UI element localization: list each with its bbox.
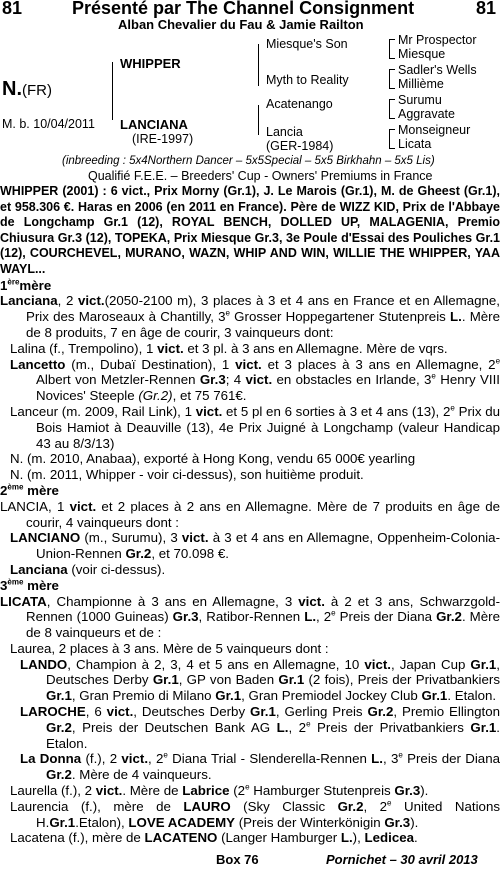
consignor-title: Présenté par The Channel Consignment <box>72 0 415 18</box>
produce-lanciano: LANCIANO (m., Surumu), 3 vict. à 3 et 4 ans en Allemagne, Oppenheim-Colonia-Union-Rennen Gr.2, et 70.098 €. <box>10 530 500 562</box>
ped-ssd: Miesque <box>398 47 446 61</box>
breeder-line: Alban Chevalier du Fau & Jamie Railton <box>118 17 364 32</box>
dam-origin: (IRE-1997) <box>132 132 194 146</box>
produce-lacatena: Lacatena (f.), mère de LACATENO (Langer Hamburger L.), Ledicea. <box>10 830 418 846</box>
lot-number-left: 81 <box>2 0 23 18</box>
produce-lalina: Lalina (f., Trempolino), 1 vict. et 3 pl. à 3 ans en Allemagne. Mère de vqrs. <box>10 340 448 356</box>
produce-2010: N. (m. 2010, Anabaa), exporté à Hong Kong, vendu 65 000€ yearling <box>10 451 416 467</box>
sire-dam: Myth to Reality <box>266 73 349 87</box>
pedigree-line-main <box>112 62 113 120</box>
box-number: Box 76 <box>216 852 259 867</box>
ped-dss: Surumu <box>398 93 442 107</box>
section-second-dam: 2ème mère <box>0 482 59 498</box>
produce-la-donna: La Donna (f.), 2 vict., 2e Diana Trial - Slenderella-Rennen L., 3e Preis der Diana Gr.2. Mère de 4 vainqueurs. <box>20 751 500 783</box>
sire-sire: Miesque's Son <box>266 37 348 51</box>
sire-paragraph: WHIPPER (2001) : 6 vict., Prix Morny (Gr.1), J. Le Marois (Gr.1), M. de Gheest (Gr.1), et 958.306 €. Haras en 2006 (en 2011 en France). Père de WIZZ KID, Prix de l'Abbaye de Longchamp Gr.1 (12), ROYAL BENCH, DOLLED UP, MALAGENIA, Premio Chiusura Gr.3 (12), TOPEKA, Prix Miesque Gr.3, 3e Poule d'Essai des Pouliches Gr.1 (12), COURCHEVEL, MURANO, WAZN, WHIP AND WIN, WILLIE THE WHIPPER, YAA WAYL... <box>0 184 500 276</box>
produce-laurea: Laurea, 2 places à 3 ans. Mère de 5 vainqueurs dont : <box>10 640 329 656</box>
second-dam-record: LANCIA, 1 vict. et 2 places à 2 ans en Allemagne. Mère de 7 produits en âge de courir, 4 vainqueurs dont : <box>0 498 500 530</box>
dam-dam-origin: (GER-1984) <box>266 139 334 153</box>
section-first-dam: 1èremère <box>0 277 52 293</box>
pedigree-line-dam <box>258 105 259 135</box>
horse-origin: (FR) <box>22 82 52 99</box>
ped-dds: Monseigneur <box>398 123 471 137</box>
produce-laroche: LAROCHE, 6 vict., Deutsches Derby Gr.1, Gerling Preis Gr.2, Premio Ellington Gr.2, Preis der Deutschen Bank AG L., 2e Preis der Privatbankiers Gr.1. Etalon. <box>20 704 500 751</box>
bracket-4 <box>389 129 395 149</box>
ped-sdd: Millième <box>398 77 444 91</box>
produce-lancetto: Lancetto (m., Dubaï Destination), 1 vict. et 3 places à 3 ans en Allemagne, 2e Albert von Metzler-Rennen Gr.3; 4 vict. en obstacles en Irlande, 3e Henry VIII Novices' Steeple (Gr.2), et 75 761€. <box>10 356 500 404</box>
dam-dam: Lancia <box>266 125 303 139</box>
ped-sss: Mr Prospector <box>398 33 477 47</box>
ped-sds: Sadler's Wells <box>398 63 477 77</box>
ped-dsd: Aggravate <box>398 107 455 121</box>
lot-number-right: 81 <box>476 0 497 18</box>
qualification-line: Qualifié F.E.E. – Breeders' Cup - Owners' Premiums in France <box>88 169 433 183</box>
bracket-1 <box>389 39 395 59</box>
produce-lando: LANDO, Champion à 2, 3, 4 et 5 ans en Allemagne, 10 vict., Japan Cup Gr.1, Deutsches Derby Gr.1, GP von Baden Gr.1 (2 fois), Preis der Privatbankiers Gr.1, Gran Premio di Milano Gr.1, Gran Premiodel Jockey Club Gr.1. Etalon. <box>20 656 500 704</box>
inbreeding-note: (inbreeding : 5x4Northern Dancer – 5x5Special – 5x5 Birkhahn – 5x5 Lis) <box>62 155 435 167</box>
third-dam-record: LICATA, Championne à 3 ans en Allemagne, 3 vict. à 2 et 3 ans, Schwarzgold-Rennen (1000 Guineas) Gr.3, Ratibor-Rennen L., 2e Preis der Diana Gr.2. Mère de 8 vainqueurs et de : <box>0 593 500 641</box>
bracket-3 <box>389 99 395 119</box>
horse-identity <box>2 78 52 101</box>
produce-lanciana: Lanciana (voir ci-dessus). <box>10 561 166 577</box>
sale-place-date: Pornichet – 30 avril 2013 <box>326 852 478 867</box>
produce-laurencia: Laurencia (f.), mère de LAURO (Sky Classic Gr.2, 2e United Nations H.Gr.1.Etalon), LOVE ACADEMY (Preis der Winterkönigin Gr.3). <box>10 798 500 830</box>
produce-lanceur: Lanceur (m. 2009, Rail Link), 1 vict. et 5 pl en 6 sorties à 3 et 4 ans (13), 2e Prix du Bois Hamiot à Deauville (13), 4e Prix Juigné à Longchamp (valeur Handicap 43 au 8/3/13) <box>10 403 500 451</box>
pedigree-line-sire <box>258 44 259 86</box>
dam-name: LANCIANA <box>120 117 188 132</box>
dam-sire: Acatenango <box>266 97 333 111</box>
birth-date: M. b. 10/04/2011 <box>2 117 95 131</box>
produce-laurella: Laurella (f.), 2 vict.. Mère de Labrice (2e Hamburger Stutenpreis Gr.3). <box>10 782 429 799</box>
dam-record: Lanciana, 2 vict.(2050-2100 m), 3 places à 3 et 4 ans en France et en Allemagne, Prix des Maroseaux à Chantilly, 3e Grosser Hoppegartener Stutenpreis L.. Mère de 8 produits, 7 en âge de courir, 3 vainqueurs dont: <box>0 293 500 340</box>
produce-2011: N. (m. 2011, Whipper - voir ci-dessus), son huitième produit. <box>10 467 364 483</box>
catalogue-body <box>0 184 500 846</box>
section-third-dam: 3ème mère <box>0 577 59 593</box>
sire-name: WHIPPER <box>120 56 181 71</box>
horse-sex: N. <box>2 78 22 100</box>
bracket-2 <box>389 69 395 89</box>
ped-ddd: Licata <box>398 137 432 151</box>
